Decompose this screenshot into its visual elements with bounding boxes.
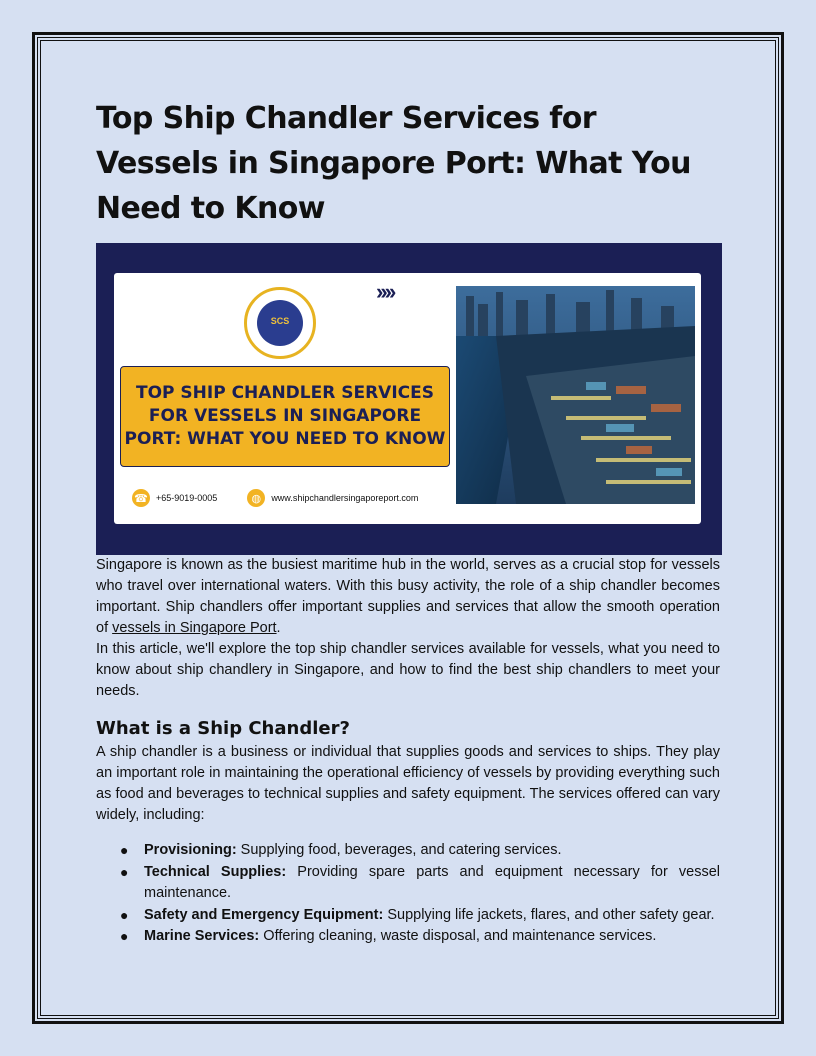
list-item bbox=[120, 862, 720, 905]
list-item-text: Offering cleaning, waste disposal, and maintenance services. bbox=[259, 928, 657, 944]
section-heading: What is a Ship Chandler? bbox=[96, 718, 350, 739]
bullet-icon: ● bbox=[120, 842, 129, 858]
list-item-label: Technical Supplies: bbox=[144, 863, 287, 880]
list-item bbox=[120, 840, 720, 862]
bullet-icon: ● bbox=[120, 906, 129, 923]
list-item-text: Providing spare parts and equipment necessary for vessel maintenance. bbox=[144, 863, 720, 901]
hero-banner bbox=[96, 243, 722, 555]
document-content bbox=[96, 96, 720, 948]
list-item-label: Safety and Emergency Equipment: bbox=[144, 906, 384, 923]
bullet-icon: ● bbox=[120, 928, 129, 944]
page-title: Top Ship Chandler Services for Vessels in Singapore Port: What You Need to Know bbox=[96, 101, 691, 226]
banner-headline: TOP SHIP CHANDLER SERVICES FOR VESSELS IN SINGAPORE PORT: WHAT YOU NEED TO KNOW bbox=[124, 383, 446, 449]
vessels-link[interactable]: vessels in Singapore Port bbox=[112, 620, 277, 636]
logo-text: SCS bbox=[270, 316, 290, 326]
banner-phone: +65-9019-0005 bbox=[156, 493, 218, 503]
bullet-icon: ● bbox=[120, 863, 129, 880]
banner-card bbox=[114, 273, 701, 524]
list-item-text: Supplying life jackets, flares, and other safety gear. bbox=[383, 906, 715, 923]
intro-text: Singapore is known as the busiest maritime hub in the world, serves as a crucial stop for vessels who travel over international waters. With this busy activity, the role of a ship chandler becomes important. Ship chandlers offer important supplies and services that allow the smooth operation of bbox=[96, 557, 720, 636]
chevrons-icon: ›››› bbox=[376, 279, 394, 304]
globe-icon: ◍ bbox=[247, 489, 265, 507]
banner-contact-row bbox=[132, 488, 418, 508]
intro-paragraph bbox=[96, 555, 720, 639]
list-item-label: Marine Services: bbox=[144, 928, 260, 944]
company-logo bbox=[244, 287, 316, 359]
banner-headline-box bbox=[120, 366, 450, 467]
intro-text-end: . bbox=[276, 620, 281, 636]
article-overview-paragraph: In this article, we'll explore the top ship chandler services available for vessels, what you need to know about ship chandlery in Singapore, and how to find the best ship chandlers to meet your needs. bbox=[96, 641, 720, 699]
port-photo-illustration bbox=[456, 286, 695, 504]
definition-paragraph: A ship chandler is a business or individual that supplies goods and services to ships. They play an important role in maintaining the operational efficiency of vessels by providing everything such as food and beverages to technical supplies and safety equipment. The services offered can vary widely, including: bbox=[96, 744, 720, 823]
services-list bbox=[96, 840, 720, 948]
list-item-text: Supplying food, beverages, and catering services. bbox=[236, 842, 562, 858]
port-night-photo bbox=[456, 286, 695, 504]
list-item bbox=[120, 926, 720, 948]
list-item bbox=[120, 905, 720, 927]
banner-website: www.shipchandlersingaporeport.com bbox=[271, 493, 419, 503]
phone-icon: ☎ bbox=[132, 489, 150, 507]
list-item-label: Provisioning: bbox=[144, 842, 237, 858]
